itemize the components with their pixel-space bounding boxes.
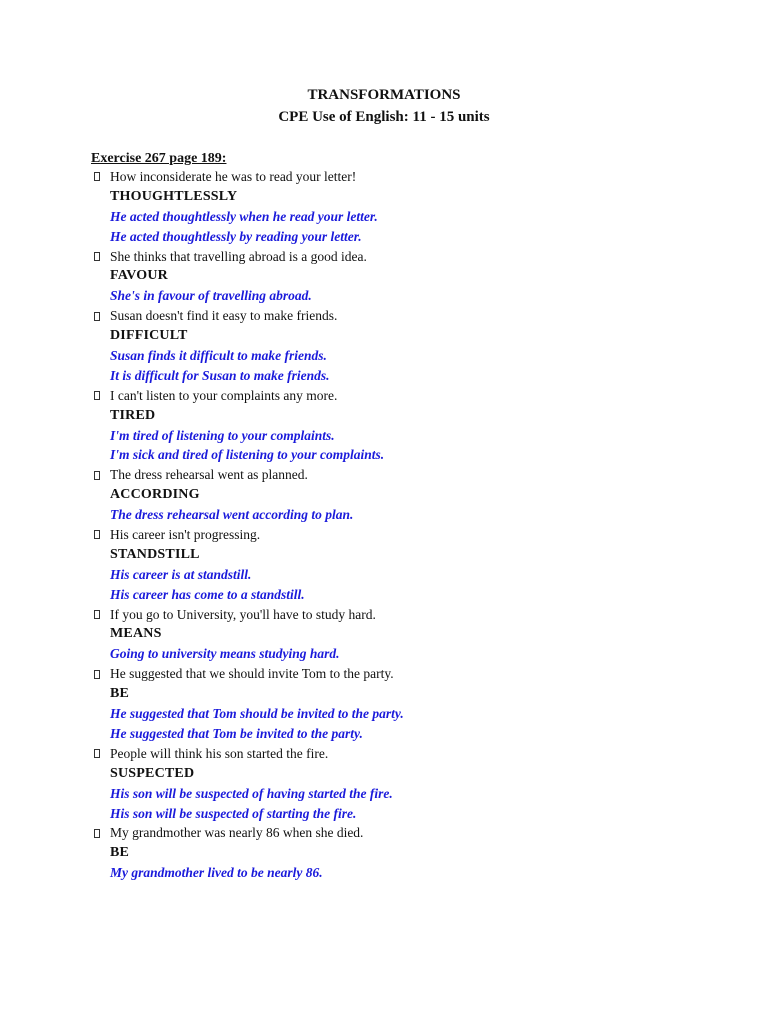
item-keyword-line — [0, 326, 768, 346]
item-prompt: My grandmother was nearly 86 when she died. — [110, 825, 364, 841]
item-prompt: I can't listen to your complaints any more. — [110, 387, 338, 403]
item-keyword-line — [0, 187, 768, 207]
checkbox-square-icon — [92, 823, 102, 843]
item-answer-line — [0, 784, 768, 804]
exercise-item — [0, 525, 768, 605]
item-keyword-line — [0, 545, 768, 565]
item-keyword-line — [0, 684, 768, 704]
item-answer-line — [0, 804, 768, 824]
checkbox-square-icon — [92, 465, 102, 485]
item-keyword: SUSPECTED — [110, 765, 195, 781]
item-keyword: BE — [110, 845, 130, 861]
item-answer-line — [0, 565, 768, 585]
item-keyword: DIFFICULT — [110, 328, 188, 344]
item-answer: He acted thoughtlessly by reading your letter. — [110, 228, 362, 244]
checkbox-square-icon — [92, 525, 102, 545]
item-answer-line — [0, 644, 768, 664]
document-title: TRANSFORMATIONS — [307, 87, 461, 103]
exercise-item — [0, 306, 768, 386]
item-answer-line — [0, 426, 768, 446]
item-answer: I'm tired of listening to your complaints. — [110, 427, 335, 443]
item-prompt-line — [0, 823, 768, 843]
item-answer-line — [0, 505, 768, 525]
item-answer: It is difficult for Susan to make friends. — [110, 367, 330, 383]
item-answer-line — [0, 445, 768, 465]
item-answer: My grandmother lived to be nearly 86. — [110, 865, 323, 881]
item-prompt-line — [0, 167, 768, 187]
item-keyword: FAVOUR — [110, 268, 168, 284]
item-prompt: Susan doesn't find it easy to make friends. — [110, 308, 338, 324]
item-answer-line — [0, 286, 768, 306]
item-prompt-line — [0, 664, 768, 684]
item-answer: Going to university means studying hard. — [110, 646, 340, 662]
item-keyword: ACCORDING — [110, 487, 200, 503]
item-prompt-line — [0, 465, 768, 485]
item-keyword-line — [0, 764, 768, 784]
exercise-item — [0, 823, 768, 883]
item-prompt-line — [0, 247, 768, 267]
item-prompt: His career isn't progressing. — [110, 527, 261, 543]
item-answer: His son will be suspected of starting the fire. — [110, 805, 357, 821]
item-keyword-line — [0, 624, 768, 644]
exercise-item — [0, 465, 768, 525]
item-answer: The dress rehearsal went according to plan. — [110, 507, 354, 523]
item-answer-line — [0, 724, 768, 744]
item-answer: He acted thoughtlessly when he read your letter. — [110, 208, 378, 224]
item-answer-line — [0, 227, 768, 247]
item-prompt: He suggested that we should invite Tom to the party. — [110, 666, 394, 682]
exercise-item — [0, 744, 768, 824]
item-prompt: If you go to University, you'll have to study hard. — [110, 606, 376, 622]
item-answer: I'm sick and tired of listening to your complaints. — [110, 447, 385, 463]
item-answer-line — [0, 585, 768, 605]
checkbox-square-icon — [92, 744, 102, 764]
checkbox-square-icon — [92, 167, 102, 187]
item-answer-line — [0, 346, 768, 366]
item-answer-line — [0, 863, 768, 883]
item-prompt: The dress rehearsal went as planned. — [110, 467, 308, 483]
exercise-item — [0, 386, 768, 466]
item-prompt-line — [0, 525, 768, 545]
item-keyword: MEANS — [110, 626, 162, 642]
item-prompt-line — [0, 605, 768, 625]
item-prompt: People will think his son started the fire. — [110, 745, 329, 761]
item-prompt-line — [0, 386, 768, 406]
checkbox-square-icon — [92, 386, 102, 406]
item-keyword: TIRED — [110, 407, 156, 423]
item-prompt-line — [0, 744, 768, 764]
item-answer-line — [0, 704, 768, 724]
item-prompt-line — [0, 306, 768, 326]
item-keyword: THOUGHTLESSLY — [110, 188, 238, 204]
item-keyword-line — [0, 406, 768, 426]
item-answer: He suggested that Tom be invited to the party. — [110, 725, 363, 741]
exercise-item — [0, 605, 768, 665]
item-prompt: How inconsiderate he was to read your letter! — [110, 169, 357, 184]
exercise-item — [0, 247, 768, 307]
checkbox-square-icon — [92, 247, 102, 267]
item-keyword-line — [0, 266, 768, 286]
item-answer: His career has come to a standstill. — [110, 586, 305, 602]
item-answer-line — [0, 207, 768, 227]
exercise-item — [0, 664, 768, 744]
item-answer: His career is at standstill. — [110, 566, 252, 582]
checkbox-square-icon — [92, 306, 102, 326]
checkbox-square-icon — [92, 605, 102, 625]
item-prompt: She thinks that travelling abroad is a good idea. — [110, 248, 367, 264]
item-keyword-line — [0, 485, 768, 505]
item-answer: Susan finds it difficult to make friends. — [110, 348, 327, 364]
exercise-item — [0, 167, 768, 247]
item-keyword: STANDSTILL — [110, 546, 200, 562]
item-answer: He suggested that Tom should be invited to the party. — [110, 706, 404, 722]
document-subtitle: CPE Use of English: 11 - 15 units — [278, 109, 490, 125]
item-answer-line — [0, 366, 768, 386]
checkbox-square-icon — [92, 664, 102, 684]
item-answer: His son will be suspected of having started the fire. — [110, 785, 393, 801]
item-keyword-line — [0, 843, 768, 863]
item-keyword: BE — [110, 686, 130, 702]
exercise-heading: Exercise 267 page 189: — [91, 151, 227, 166]
item-answer: She's in favour of travelling abroad. — [110, 288, 312, 304]
exercise-items-list — [0, 167, 768, 883]
